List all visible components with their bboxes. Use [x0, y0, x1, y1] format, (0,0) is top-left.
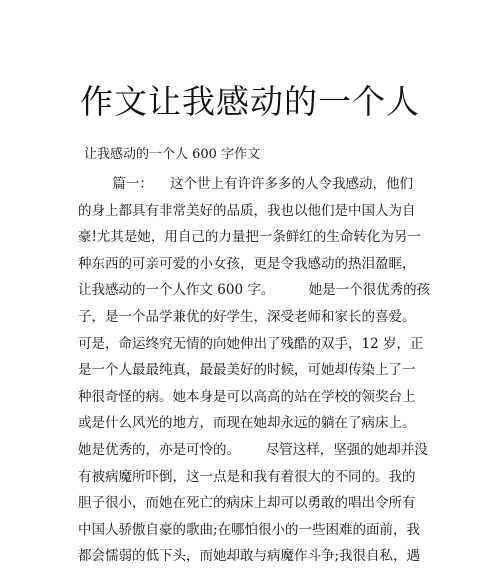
- document-title: 作文让我感动的一个人: [80, 82, 420, 121]
- essay-line: 或是什么风光的地方，而现在她却永远的躺在了病床上。: [78, 415, 416, 432]
- essay-line: 她是优秀的，亦是可怜的。 尽管这样，坚强的她却并没: [78, 441, 428, 458]
- essay-line: 种东西的可亲可爱的小女孩，更是令我感动的热泪盈眶，: [78, 255, 416, 272]
- essay-line: 子，是一个品学兼优的好学生，深受老师和家长的喜爱。: [78, 308, 416, 325]
- essay-line: 可是，命运终究无情的向她伸出了残酷的双手，12 岁，正: [78, 335, 424, 352]
- essay-line: 胆子很小，而她在死亡的病床上却可以勇敢的唱出令所有: [78, 495, 416, 512]
- essay-body: [78, 171, 438, 570]
- essay-line: 是一个人最最纯真，最最美好的时候，可她却传染上了一: [78, 362, 416, 379]
- essay-line: 有被病魔所吓倒，这一点是和我有着很大的不同的。我的: [78, 468, 416, 485]
- essay-line: 种很奇怪的病。她本身是可以高高的站在学校的领奖台上: [78, 388, 416, 405]
- essay-line: 豪!尤其是她，用自己的力量把一条鲜红的生命转化为另一: [78, 229, 421, 246]
- document-subtitle: 让我感动的一个人 600 字作文: [84, 147, 261, 162]
- essay-line: 让我感动的一个人作文 600 字。 她是一个很优秀的孩: [78, 282, 431, 299]
- essay-line: 中国人骄傲自豪的歌曲;在哪怕很小的一些困难的面前，我: [78, 521, 421, 538]
- essay-line: 的身上都具有非常美好的品质，我也以他们是中国人为自: [78, 202, 416, 219]
- essay-line: 都会懦弱的低下头，而她却敢与病魔作斗争;我很自私，遇: [78, 548, 421, 565]
- essay-line: 篇一： 这个世上有许许多多的人令我感动，他们: [78, 176, 413, 192]
